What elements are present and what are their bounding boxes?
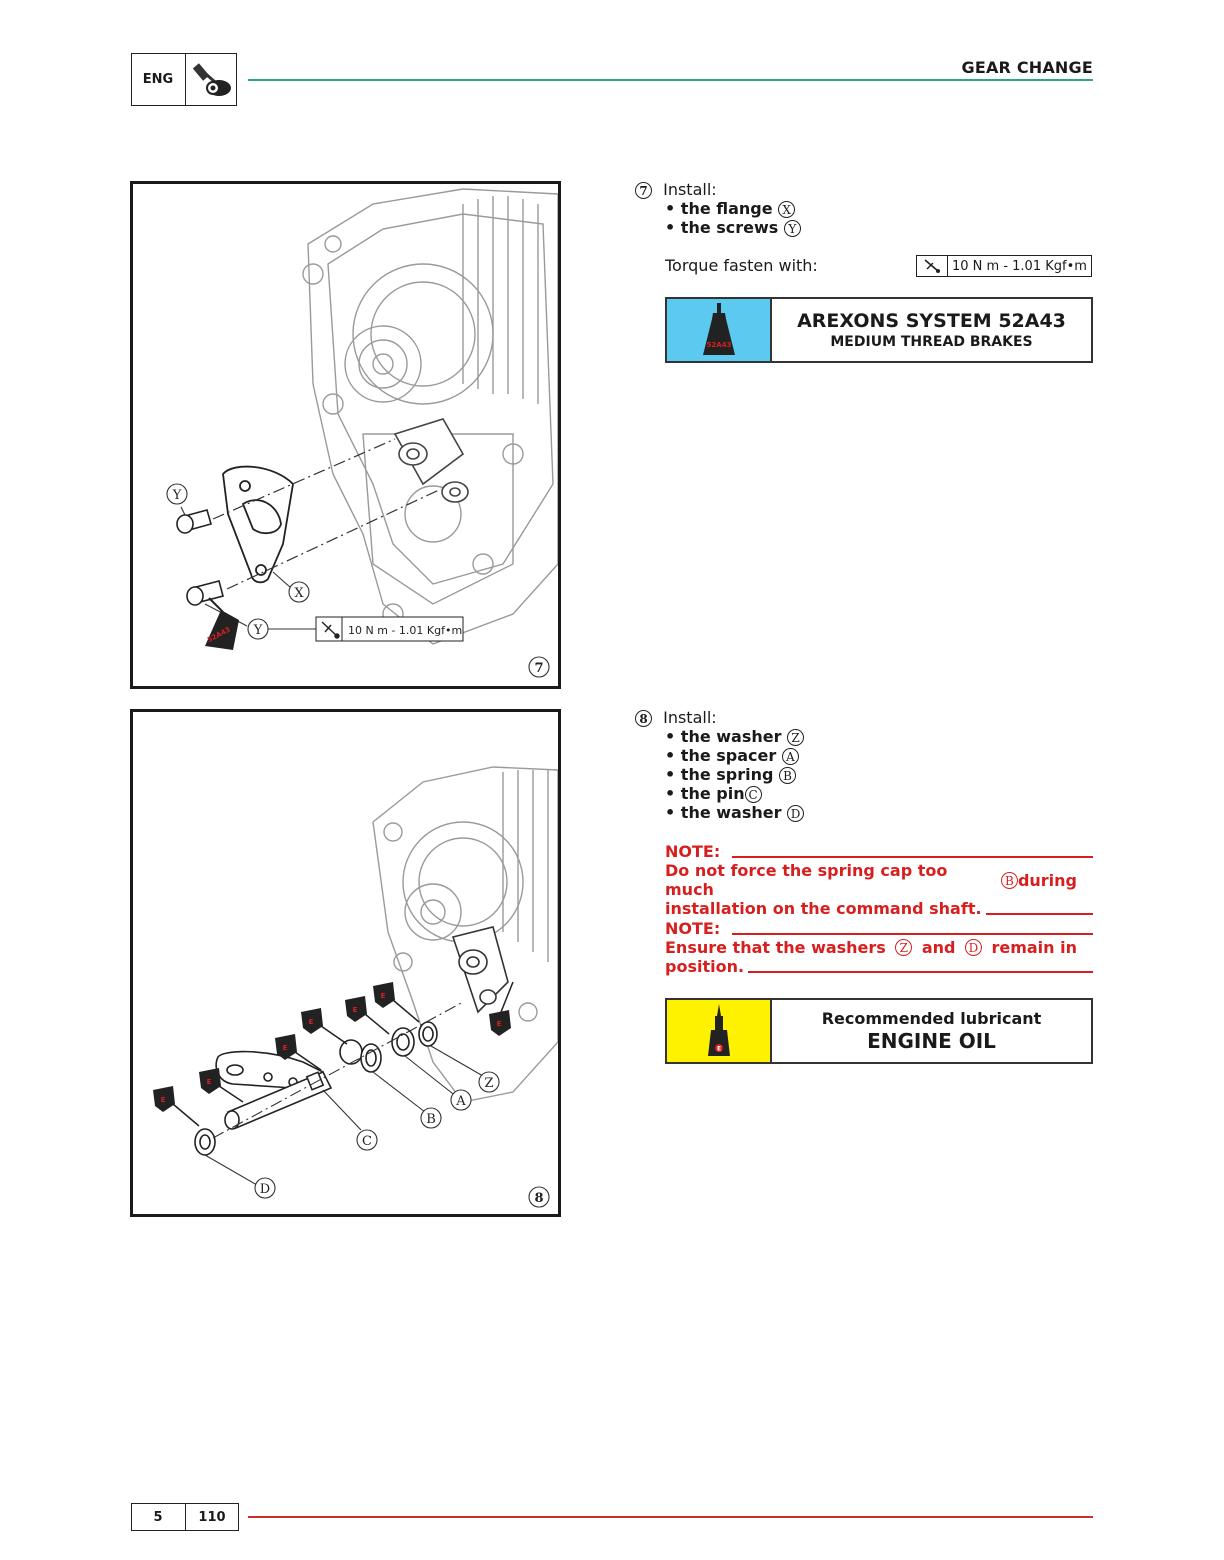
lubricant-box (665, 998, 1093, 1064)
ref-d-badge: D (787, 805, 804, 822)
fig8-label-z: Z (484, 1076, 494, 1091)
ref-x-badge: X (778, 201, 795, 218)
fig7-bottle-label: 52A43 (206, 625, 232, 645)
lubricant-name: ENGINE OIL (867, 1029, 996, 1053)
note1-ref-b: B (1001, 872, 1018, 889)
engine-tool-icon (189, 58, 235, 100)
step8-item-washer-d: • the washer D (665, 803, 1095, 822)
note2-title: NOTE: (665, 919, 721, 938)
note2-line2: position. (665, 957, 745, 976)
figure-8-illustration (133, 712, 558, 1214)
threadlocker-product-box (665, 297, 1093, 363)
note1-line2: installation on the command shaft. (665, 899, 982, 918)
svg-text:E: E (352, 1006, 358, 1014)
svg-text:E: E (282, 1044, 288, 1052)
svg-text:E: E (308, 1018, 314, 1026)
svg-text:E: E (496, 1020, 502, 1028)
lubricant-title: Recommended lubricant (821, 1009, 1042, 1028)
torque-label: Torque fasten with: (665, 256, 818, 275)
step8-block (635, 708, 1095, 822)
note2-ref-d: D (965, 939, 982, 956)
note1-line1b: during (1017, 870, 1077, 890)
figure-7-illustration (133, 184, 558, 686)
torque-value: 10 N m - 1.01 Kgf•m (952, 258, 1087, 274)
fig8-number: 8 (534, 1191, 544, 1206)
fig8-label-a: A (456, 1094, 466, 1109)
threadlocker-bottle-icon (699, 301, 739, 359)
fig8-label-b: B (426, 1112, 436, 1127)
step7-item-flange: • the flange X (665, 199, 1095, 218)
note-1 (665, 842, 1093, 918)
header-divider (185, 53, 186, 106)
lubricant-swatch (667, 1000, 772, 1062)
note2-line1b: remain in (991, 938, 1077, 957)
torque-wrench-icon (917, 256, 948, 276)
svg-text:E: E (380, 992, 386, 1000)
fig7-number: 7 (534, 661, 544, 676)
step7-block (635, 180, 1095, 237)
product-name: AREXONS SYSTEM 52A43 (797, 310, 1066, 332)
torque-spec-box (916, 255, 1092, 277)
figure-7 (130, 181, 561, 689)
footer-rule (248, 1516, 1093, 1518)
ref-a-badge: A (782, 748, 799, 765)
note1-line1a: Do not force the spring cap too much (665, 861, 948, 899)
note2-line1a: Ensure that the washers (665, 938, 886, 957)
page-title: GEAR CHANGE (961, 58, 1093, 77)
svg-text:E: E (716, 1045, 721, 1053)
figure-8 (130, 709, 561, 1217)
fig7-label-y1: Y (172, 488, 182, 503)
fig7-torque-value: 10 N m - 1.01 Kgf•m (348, 624, 463, 637)
svg-text:52A43: 52A43 (706, 341, 731, 349)
fig7-label-x: X (294, 586, 304, 601)
oil-bottle-icon (699, 1002, 739, 1060)
step8-item-spacer: • the spacer A (665, 746, 1095, 765)
ref-b-badge: B (779, 767, 796, 784)
ref-c-badge: C (745, 786, 762, 803)
note1-title: NOTE: (665, 842, 721, 861)
step7-number: 7 (635, 182, 652, 199)
step8-item-washer-z: • the washer Z (665, 727, 1095, 746)
svg-text:E: E (206, 1078, 212, 1086)
product-desc: MEDIUM THREAD BRAKES (830, 334, 1033, 350)
header-rule (248, 79, 1093, 81)
fig8-label-d: D (259, 1182, 271, 1197)
ref-y-badge: Y (784, 220, 801, 237)
fig8-bottle-label: E (160, 1096, 166, 1104)
fig7-label-y2: Y (253, 623, 263, 638)
note2-and: and (921, 938, 956, 957)
threadlocker-swatch (667, 299, 772, 361)
section-code: ENG (142, 72, 174, 87)
ref-z-badge: Z (787, 729, 804, 746)
fig8-label-c: C (362, 1134, 372, 1149)
step8-intro: Install: (663, 708, 717, 727)
note-2 (665, 919, 1093, 976)
note2-ref-z: Z (895, 939, 912, 956)
footer-section: 5 (153, 1509, 163, 1525)
footer-page-number: 110 (198, 1509, 226, 1525)
step8-item-spring: • the spring B (665, 765, 1095, 784)
step7-intro: Install: (663, 180, 717, 199)
step8-number: 8 (635, 710, 652, 727)
step8-item-pin: • the pin C (665, 784, 1095, 803)
step7-item-screws: • the screws Y (665, 218, 1095, 237)
